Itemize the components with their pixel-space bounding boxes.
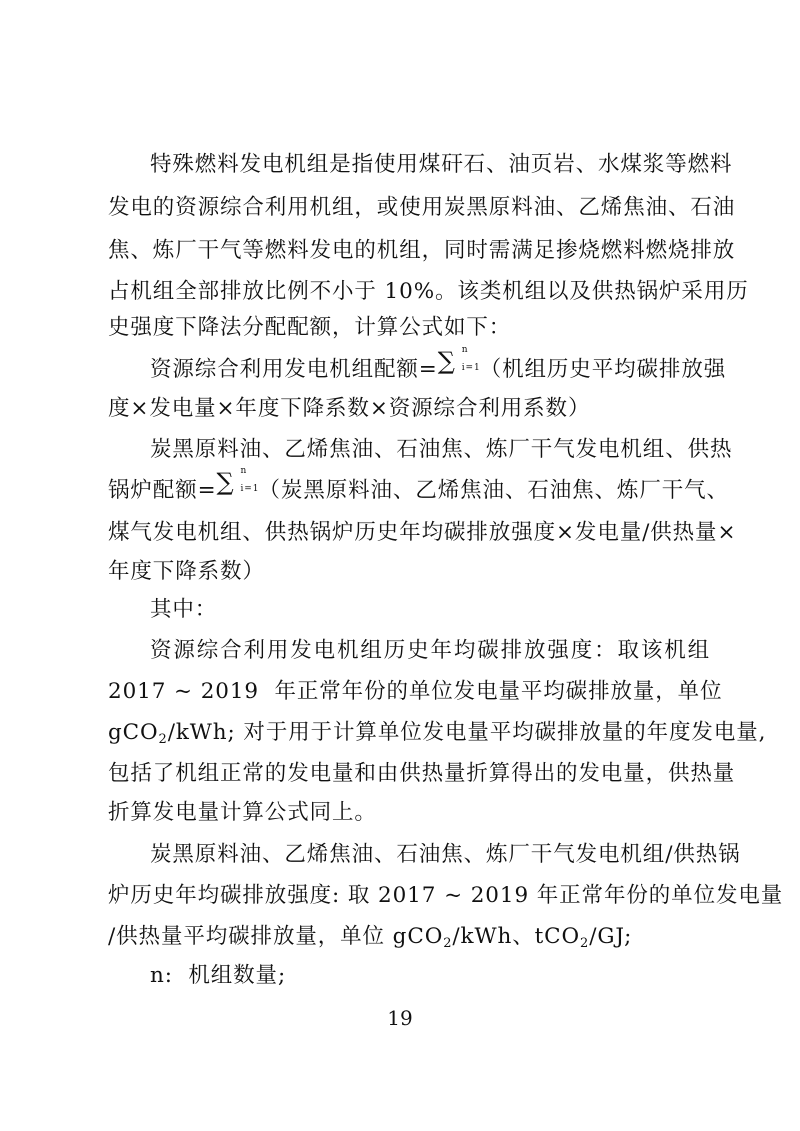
line-text: /供热量平均碳排放量，单位 gCO [108, 924, 444, 949]
sigma-symbol: ∑ [216, 468, 235, 496]
paragraph-3-line-1: 炭黑原料油、乙烯焦油、石油焦、炼厂干气发电机组、供热 [150, 437, 733, 462]
paragraph-5-line-1: 资源综合利用发电机组历史年均碳排放强度：取该机组 [150, 638, 710, 663]
paragraph-3-line-2 [108, 466, 729, 506]
line-text: /kWh、tCO [452, 924, 581, 949]
summation-formula [216, 466, 260, 506]
paragraph-6-line-1: 炭黑原料油、乙烯焦油、石油焦、炼厂干气发电机组/供热锅 [150, 842, 741, 867]
paragraph-1-line-2: 发电的资源综合利用机组，或使用炭黑原料油、乙烯焦油、石油 [108, 195, 736, 220]
line-text: /GJ; [589, 924, 633, 949]
paragraph-2-line-1 [150, 345, 727, 385]
line-text: /kWh; 对于用于计算单位发电量平均碳排放量的年度发电量, [167, 720, 767, 745]
paragraph-1-line-3: 焦、炼厂干气等燃料发电的机组，同时需满足掺烧燃料燃烧排放 [108, 238, 736, 263]
formula-text: （炭黑原料油、乙烯焦油、石油焦、炼厂干气、 [258, 478, 729, 503]
paragraph-5-line-5: 折算发电量计算公式同上。 [108, 800, 377, 825]
paragraph-1-line-4: 占机组全部排放比例不小于 10%。该类机组以及供热锅炉采用历 [108, 279, 749, 304]
sum-upper-limit: n [240, 466, 248, 476]
paragraph-3-line-3: 煤气发电机组、供热锅炉历史年均碳排放强度×发电量/供热量× [108, 520, 737, 545]
subscript: 2 [443, 936, 453, 951]
sigma-symbol: ∑ [437, 347, 456, 375]
page-number: 19 [387, 1006, 413, 1030]
paragraph-5-line-2: 2017 ~ 2019 年正常年份的单位发电量平均碳排放量，单位 [108, 679, 723, 704]
unit-text: gCO [108, 720, 159, 745]
paragraph-6-line-3 [108, 922, 708, 952]
paragraph-5-line-3 [108, 718, 767, 748]
paragraph-7-line-1: n: 机组数量; [150, 963, 287, 988]
paragraph-1-line-1: 特殊燃料发电机组是指使用煤矸石、油页岩、水煤浆等燃料 [150, 152, 733, 177]
paragraph-3-line-4: 年度下降系数） [108, 559, 265, 584]
paragraph-6-line-2: 炉历史年均碳排放强度: 取 2017 ~ 2019 年正常年份的单位发电量 [108, 883, 784, 908]
subscript: 2 [580, 936, 590, 951]
formula-label: 资源综合利用发电机组配额= [150, 357, 438, 382]
paragraph-4-line-1: 其中： [150, 597, 218, 622]
subscript: 2 [158, 732, 168, 747]
paragraph-1-line-5: 史强度下降法分配配额，计算公式如下： [108, 315, 512, 340]
paragraph-2-line-2: 度×发电量×年度下降系数×资源综合利用系数） [108, 396, 591, 421]
formula-text: （机组历史平均碳排放强 [479, 357, 727, 382]
summation-formula [437, 345, 481, 385]
sum-lower-limit: i=1 [461, 363, 481, 373]
paragraph-5-line-4: 包括了机组正常的发电量和由供热量折算得出的发电量，供热量 [108, 761, 736, 786]
formula-label: 锅炉配额= [108, 478, 217, 503]
sum-lower-limit: i=1 [240, 484, 260, 494]
sum-upper-limit: n [461, 345, 469, 355]
